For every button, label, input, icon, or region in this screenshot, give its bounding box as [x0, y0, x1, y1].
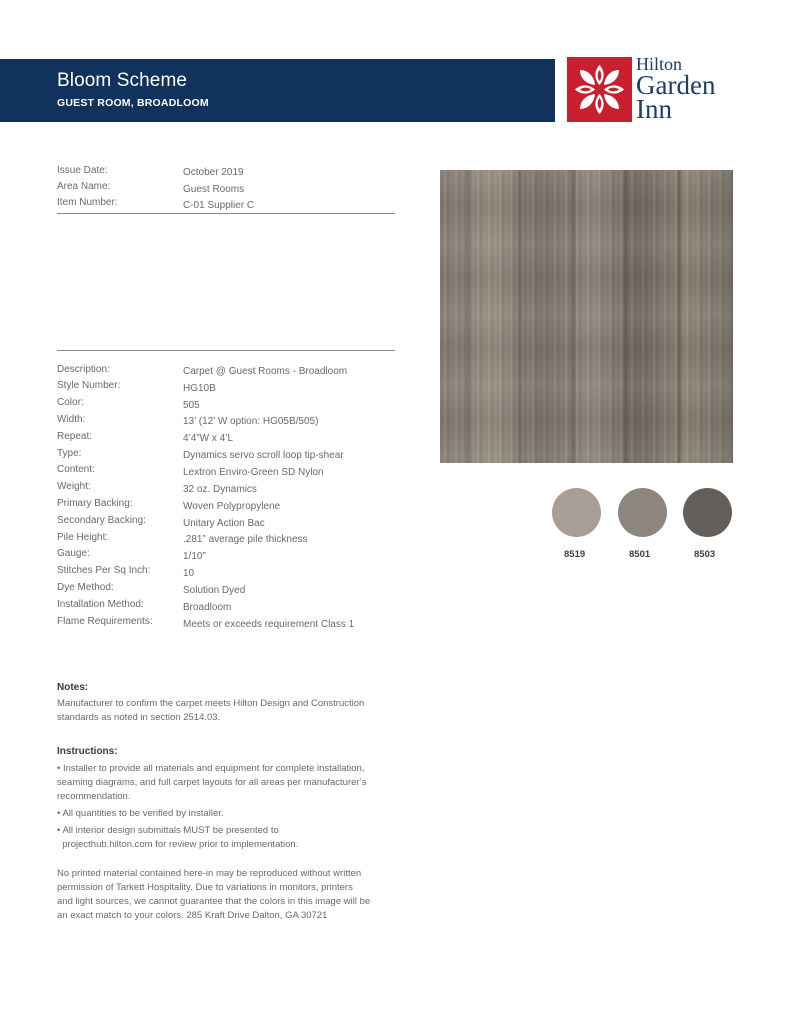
- area-name-value: Guest Rooms: [183, 184, 245, 195]
- item-number-label: Item Number:: [57, 197, 118, 208]
- logo-wordmark: [636, 55, 715, 123]
- notes-line: standards as noted in section 2514.03.: [57, 712, 221, 723]
- spec-value: HG10B: [183, 383, 216, 394]
- instructions-line: seaming diagrams, and full carpet layouts for all areas per manufacturer’s: [57, 777, 367, 788]
- spec-label: Description:: [57, 364, 110, 375]
- disclaimer-line: and light sources, we cannot guarantee that the colors in this image will be: [57, 896, 371, 907]
- spec-value: 505: [183, 400, 200, 411]
- swatch-code: 8519: [564, 549, 586, 560]
- spec-label: Repeat:: [57, 431, 93, 442]
- area-name-label: Area Name:: [57, 181, 111, 192]
- swatch-code: 8501: [629, 549, 651, 560]
- spec-value: Woven Polypropylene: [183, 501, 281, 512]
- spec-label: Pile Height:: [57, 532, 109, 543]
- spec-label: Installation Method:: [57, 599, 144, 610]
- spec-label: Weight:: [57, 481, 91, 492]
- spec-label: Width:: [57, 414, 86, 425]
- swatch-code: 8503: [694, 549, 716, 560]
- instructions-line: recommendation.: [57, 791, 131, 802]
- spec-value: 4’4”W x 4’L: [183, 433, 234, 444]
- spec-value: 10: [183, 568, 195, 579]
- instructions-line: • Installer to provide all materials and equipment for complete installation,: [57, 763, 365, 774]
- spec-value: 32 oz. Dynamics: [183, 484, 257, 495]
- disclaimer-text: [57, 867, 370, 923]
- disclaimer-line: No printed material contained here-in may be reproduced without written: [57, 868, 362, 879]
- disclaimer-line: an exact match to your colors. 285 Kraft Drive Dalton, GA 30721: [57, 910, 328, 921]
- instructions-heading: Instructions:: [57, 746, 118, 757]
- issue-date-value: October 2019: [183, 167, 244, 178]
- instructions-line: projecthub.hilton.com for review prior to implementation.: [57, 839, 299, 850]
- divider-top: [57, 213, 395, 214]
- instructions-text: [57, 762, 367, 852]
- spec-label: Stitches Per Sq Inch:: [57, 565, 151, 576]
- spec-value: Solution Dyed: [183, 585, 246, 596]
- spec-value: Dynamics servo scroll loop tip-shear: [183, 450, 344, 461]
- instructions-line: • All interior design submittals MUST be presented to: [57, 825, 279, 836]
- spec-label: Color:: [57, 397, 84, 408]
- color-swatch: [683, 488, 732, 537]
- instructions-line: • All quantities to be verified by installer.: [57, 808, 224, 819]
- issue-date-label: Issue Date:: [57, 165, 108, 176]
- spec-value: 1/10”: [183, 551, 206, 562]
- page-subtitle: GUEST ROOM, BROADLOOM: [57, 97, 209, 109]
- logo-line-3: Inn: [636, 94, 672, 124]
- spec-label: Dye Method:: [57, 582, 114, 593]
- notes-heading: Notes:: [57, 682, 89, 693]
- logo-line-1: Hilton: [636, 54, 683, 74]
- carpet-sample-image: [440, 170, 733, 463]
- spec-value: 13’ (12’ W option: HG05B/505): [183, 416, 319, 427]
- divider-specs: [57, 350, 395, 351]
- spec-label: Type:: [57, 448, 82, 459]
- spec-label: Gauge:: [57, 548, 90, 559]
- page-title: Bloom Scheme: [57, 70, 188, 91]
- spec-value: Unitary Action Bac: [183, 518, 265, 529]
- color-swatch: [618, 488, 667, 537]
- notes-line: Manufacturer to confirm the carpet meets Hilton Design and Construction: [57, 698, 365, 709]
- spec-label: Primary Backing:: [57, 498, 133, 509]
- spec-value: Carpet @ Guest Rooms - Broadloom: [183, 366, 348, 377]
- disclaimer-line: permission of Tarkett Hospitality. Due to variations in monitors, printers: [57, 882, 353, 893]
- spec-label: Style Number:: [57, 380, 121, 391]
- spec-value: Lextron Enviro-Green SD Nylon: [183, 467, 324, 478]
- color-swatch: [552, 488, 601, 537]
- logo-line-2: Garden: [636, 70, 716, 100]
- spec-label: Content:: [57, 464, 95, 475]
- spec-value: Meets or exceeds requirement Class 1: [183, 619, 355, 630]
- hilton-garden-inn-logo-icon: [567, 57, 632, 122]
- item-number-value: C-01 Supplier C: [183, 200, 255, 211]
- spec-label: Secondary Backing:: [57, 515, 146, 526]
- notes-text: [57, 697, 364, 725]
- spec-value: .281” average pile thickness: [183, 534, 308, 545]
- spec-label: Flame Requirements:: [57, 616, 153, 627]
- spec-value: Broadloom: [183, 602, 232, 613]
